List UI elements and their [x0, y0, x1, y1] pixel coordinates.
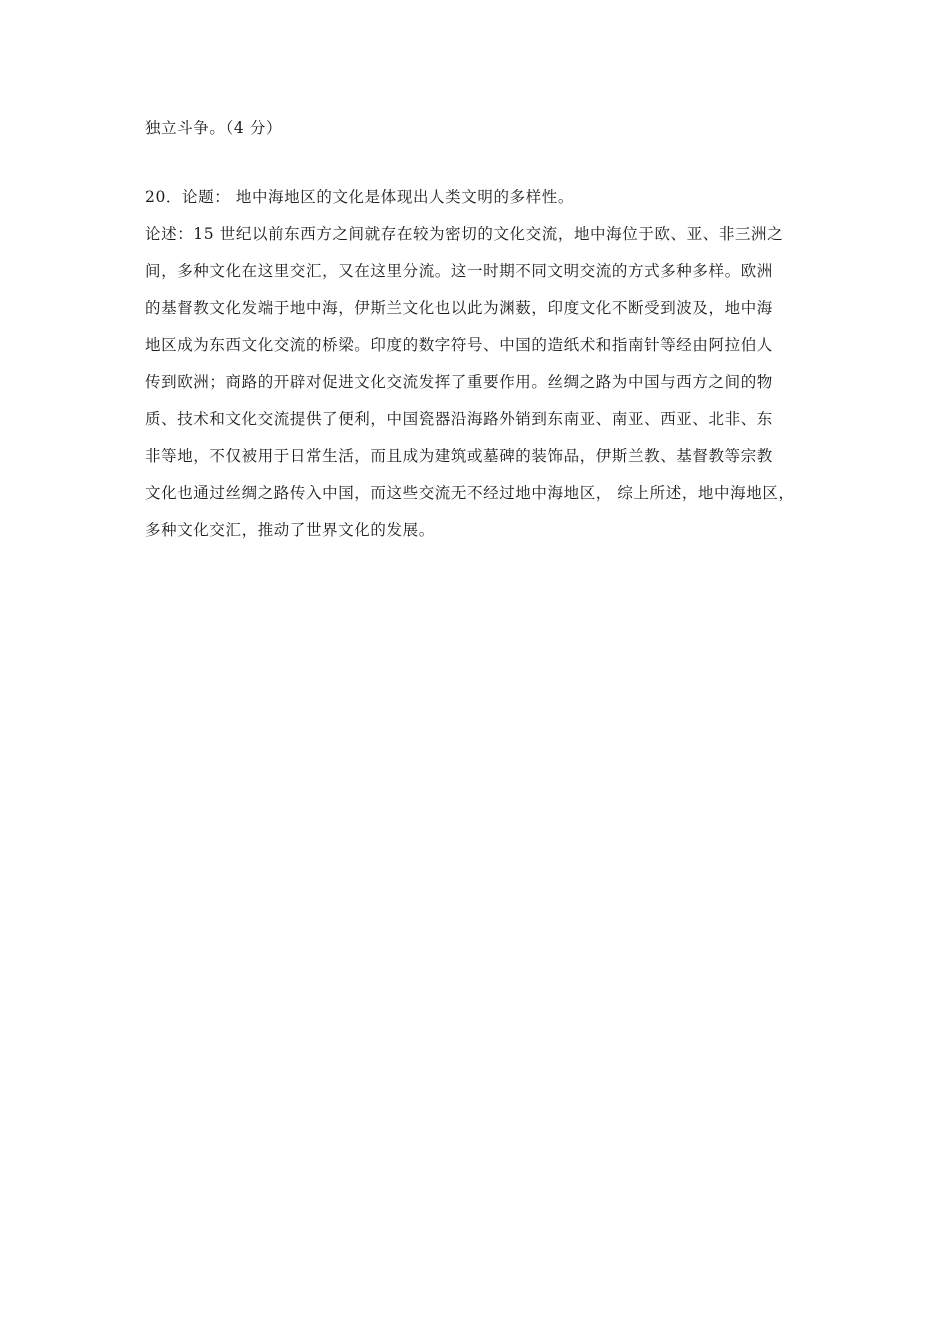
argument-line: 间，多种文化在这里交汇，又在这里分流。这一时期不同文明交流的方式多种多样。欧洲 [145, 262, 773, 280]
question-20-thesis-line: 20．论题： 地中海地区的文化是体现出人类文明的多样性。 [145, 188, 574, 206]
argument-line: 质、技术和文化交流提供了便利，中国瓷器沿海路外销到东南亚、南亚、西亚、北非、东 [145, 410, 773, 428]
argument-line: 的基督教文化发端于地中海，伊斯兰文化也以此为渊薮，印度文化不断受到波及，地中海 [145, 299, 773, 317]
argument-line: 地区成为东西文化交流的桥梁。印度的数字符号、中国的造纸术和指南针等经由阿拉伯人 [145, 336, 773, 354]
answer-continuation-line: 独立斗争。（4 分） [145, 119, 283, 137]
argument-line: 传到欧洲；商路的开辟对促进文化交流发挥了重要作用。丝绸之路为中国与西方之间的物 [145, 373, 773, 391]
argument-line: 论述：15 世纪以前东西方之间就存在较为密切的文化交流，地中海位于欧、亚、非三洲之 [145, 225, 784, 243]
conclusion-line: 多种文化交汇，推动了世界文化的发展。 [145, 521, 435, 539]
argument-line: 文化也通过丝绸之路传入中国，而这些交流无不经过地中海地区， 综上所述，地中海地区， [145, 484, 795, 502]
argument-line: 非等地，不仅被用于日常生活，而且成为建筑或墓碑的装饰品，伊斯兰教、基督教等宗教 [145, 447, 773, 465]
